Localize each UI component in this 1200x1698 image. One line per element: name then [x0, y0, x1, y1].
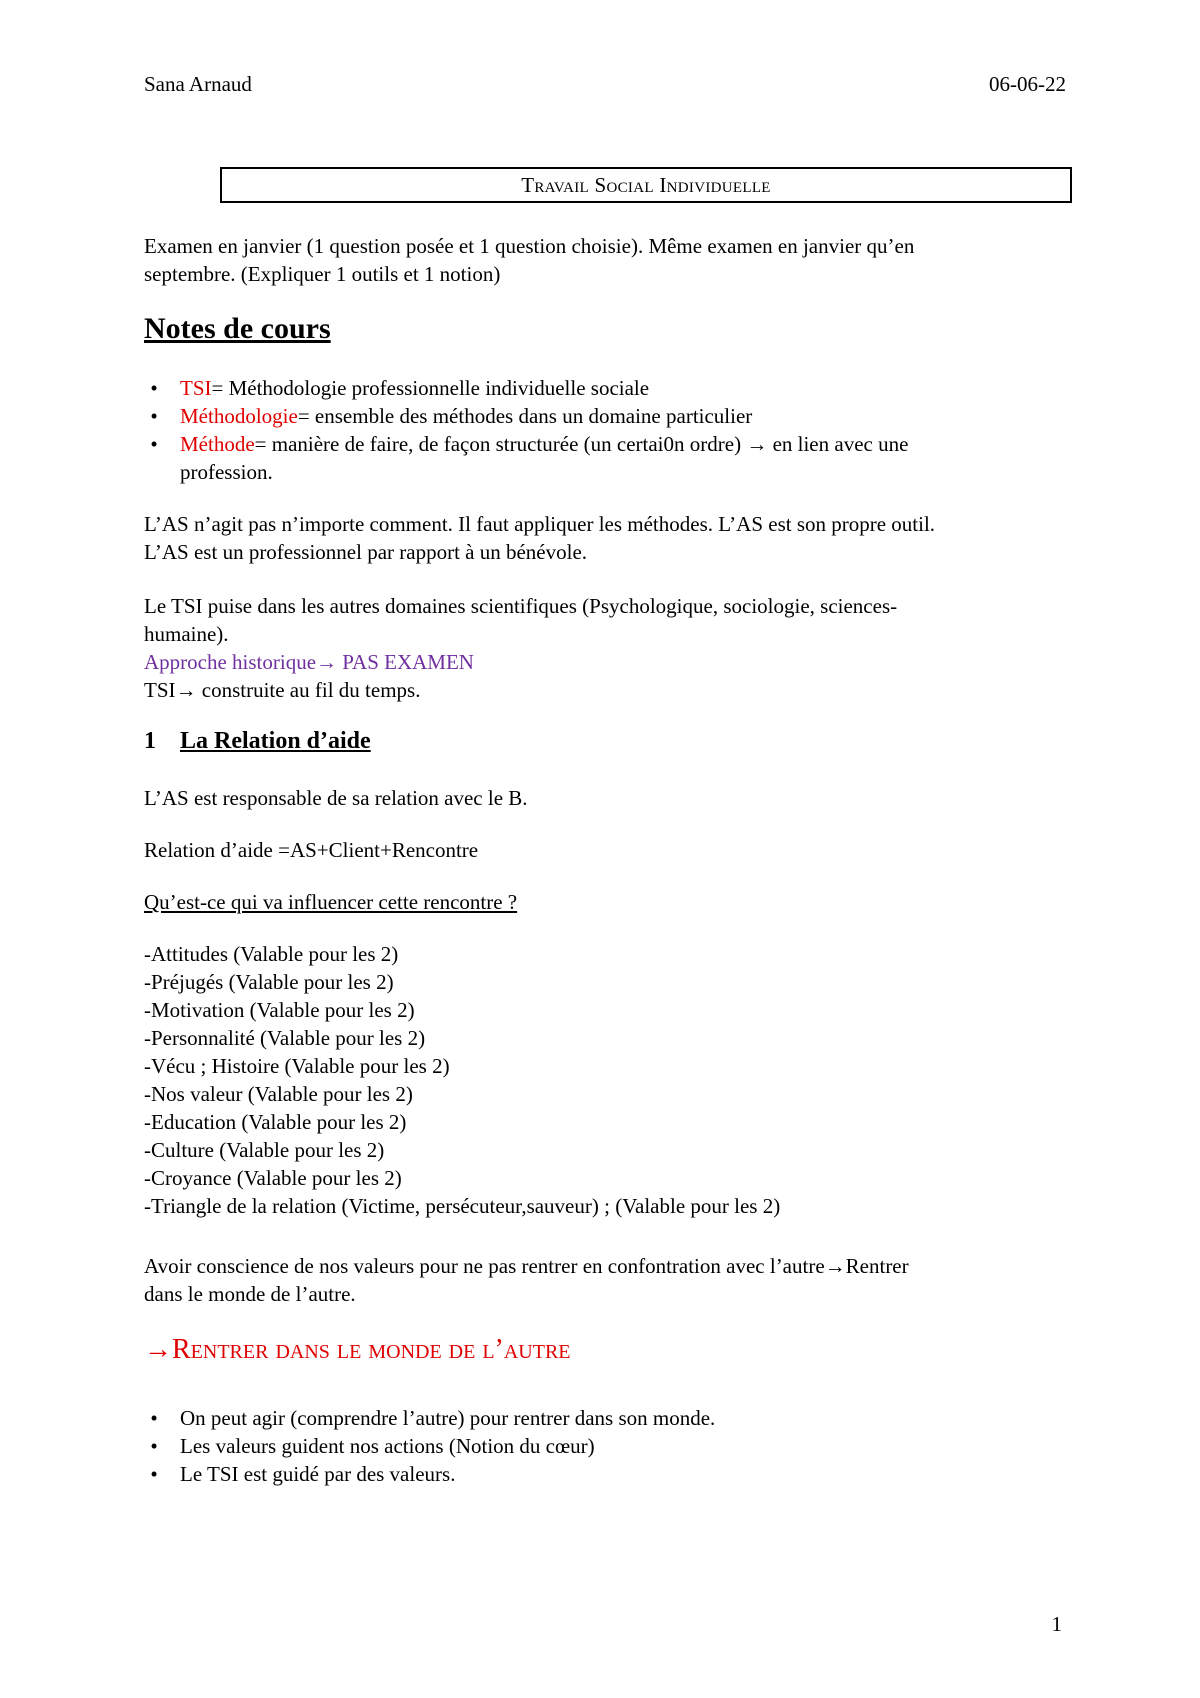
- paragraph-line: dans le monde de l’autre.: [144, 1282, 356, 1306]
- document-title-box: [220, 167, 1072, 203]
- paragraph-line: L’AS n’agit pas n’importe comment. Il faut appliquer les méthodes. L’AS est son propre outil.: [144, 512, 936, 536]
- bullet-icon: •: [150, 1462, 158, 1486]
- list-item: [144, 374, 1074, 402]
- definition-text: = ensemble des méthodes dans un domaine particulier: [297, 404, 753, 428]
- definition-text: = manière de faire, de façon structurée (un certai0n ordre) → en lien avec une: [254, 432, 909, 456]
- header-date: 06-06-22: [989, 72, 1066, 96]
- bullet-icon: •: [150, 376, 158, 400]
- influence-question: Qu’est-ce qui va influencer cette rencontre ?: [144, 890, 518, 914]
- section-number: 1: [144, 728, 156, 754]
- list-item: [144, 1404, 1074, 1432]
- list-item: -Motivation (Valable pour les 2): [144, 998, 415, 1022]
- list-item: [144, 1432, 1074, 1460]
- approche-historique-note: Approche historique→ PAS EXAMEN: [144, 650, 474, 674]
- bullet-icon: •: [150, 432, 158, 456]
- section-heading: [144, 728, 371, 755]
- tsi-paragraph: [144, 592, 1074, 704]
- conscience-paragraph: [144, 1252, 1074, 1308]
- paragraph-line: Avoir conscience de nos valeurs pour ne pas rentrer en confontration avec l’autre→Rentrer: [144, 1254, 909, 1278]
- definition-text: = Méthodologie professionnelle individuelle sociale: [211, 376, 650, 400]
- list-item: -Triangle de la relation (Victime, persécuteur,sauveur) ; (Valable pour les 2): [144, 1194, 781, 1218]
- definition-term: TSI: [180, 376, 212, 400]
- relation-formula: Relation d’aide =AS+Client+Rencontre: [144, 838, 479, 862]
- values-list: [144, 1404, 1074, 1488]
- definition-term: Méthodologie: [180, 404, 298, 428]
- list-item: -Personnalité (Valable pour les 2): [144, 1026, 426, 1050]
- list-item: -Croyance (Valable pour les 2): [144, 1166, 402, 1190]
- list-item-text: On peut agir (comprendre l’autre) pour rentrer dans son monde.: [180, 1406, 716, 1430]
- list-item: [144, 430, 1074, 486]
- influences-list: [144, 940, 1074, 1220]
- list-item: -Culture (Valable pour les 2): [144, 1138, 385, 1162]
- subheading-rentrer-monde: →Rentrer dans le monde de l’autre: [144, 1334, 571, 1365]
- intro-paragraph: [144, 232, 1064, 288]
- bullet-icon: •: [150, 1434, 158, 1458]
- list-item: [144, 402, 1074, 430]
- definition-term: Méthode: [180, 432, 255, 456]
- list-item: -Education (Valable pour les 2): [144, 1110, 407, 1134]
- list-item-text: Les valeurs guident nos actions (Notion du cœur): [180, 1434, 595, 1458]
- tsi-construite-line: TSI→ construite au fil du temps.: [144, 678, 421, 702]
- intro-line: septembre. (Expliquer 1 outils et 1 notion): [144, 262, 501, 286]
- document-title: Travail Social Individuelle: [521, 172, 771, 197]
- bullet-icon: •: [150, 404, 158, 428]
- paragraph-line: L’AS est un professionnel par rapport à un bénévole.: [144, 540, 588, 564]
- section-title: La Relation d’aide: [180, 728, 371, 754]
- header-author: Sana Arnaud: [144, 72, 252, 96]
- list-item: -Vécu ; Histoire (Valable pour les 2): [144, 1054, 450, 1078]
- list-item: -Attitudes (Valable pour les 2): [144, 942, 399, 966]
- page-number: 1: [1051, 1612, 1062, 1636]
- intro-line: Examen en janvier (1 question posée et 1 question choisie). Même examen en janvier qu’en: [144, 234, 915, 258]
- list-item: [144, 1460, 1074, 1488]
- list-item-text: Le TSI est guidé par des valeurs.: [180, 1462, 456, 1486]
- paragraph-line: humaine).: [144, 622, 229, 646]
- list-item: -Préjugés (Valable pour les 2): [144, 970, 394, 994]
- bullet-icon: •: [150, 1406, 158, 1430]
- list-item: -Nos valeur (Valable pour les 2): [144, 1082, 413, 1106]
- responsable-line: L’AS est responsable de sa relation avec le B.: [144, 786, 528, 810]
- definitions-list: [144, 374, 1074, 486]
- notes-heading: Notes de cours: [144, 312, 331, 345]
- as-paragraph: [144, 510, 1074, 566]
- paragraph-line: Le TSI puise dans les autres domaines scientifiques (Psychologique, sociologie, sciences-: [144, 594, 898, 618]
- definition-continuation: profession.: [180, 460, 273, 484]
